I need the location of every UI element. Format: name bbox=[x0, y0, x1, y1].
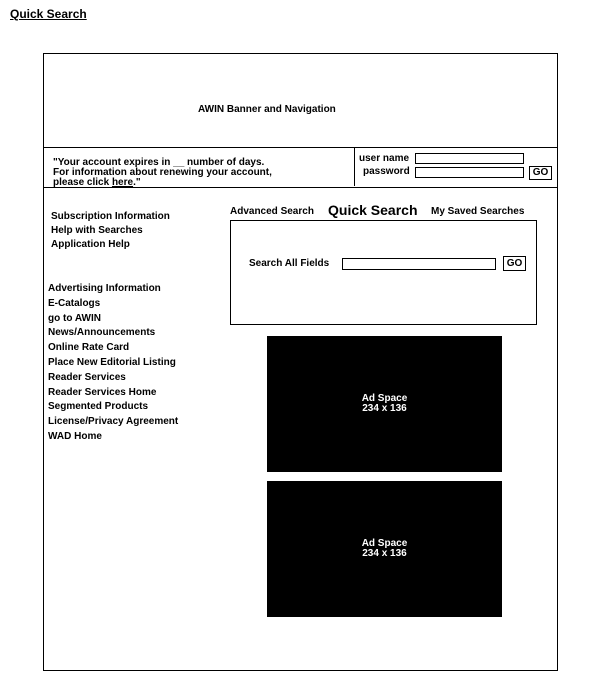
nav-link[interactable]: Place New Editorial Listing bbox=[48, 356, 176, 368]
banner-text: AWIN Banner and Navigation bbox=[198, 104, 336, 115]
page-frame bbox=[43, 53, 558, 671]
search-go-button[interactable]: GO bbox=[503, 256, 526, 271]
nav-link[interactable]: Online Rate Card bbox=[48, 342, 130, 354]
ad-size: 234 x 136 bbox=[362, 548, 407, 559]
ad-space bbox=[267, 336, 502, 472]
nav-link[interactable]: Advertising Information bbox=[48, 283, 161, 294]
username-label: user name bbox=[359, 153, 410, 164]
login-box bbox=[354, 148, 557, 186]
nav-link[interactable]: License/Privacy Agreement bbox=[48, 416, 179, 428]
username-input[interactable] bbox=[415, 153, 524, 164]
password-label: password bbox=[363, 166, 410, 177]
nav-link[interactable]: Segmented Products bbox=[48, 401, 149, 413]
search-panel bbox=[230, 220, 537, 325]
nav-link[interactable]: Reader Services bbox=[48, 371, 126, 383]
account-message-line-1: "Your account expires in __ number of days. bbox=[53, 157, 265, 168]
banner bbox=[44, 54, 557, 148]
tab-quick-search[interactable]: Quick Search bbox=[328, 202, 418, 218]
login-go-button[interactable]: GO bbox=[529, 166, 552, 180]
help-link[interactable]: Application Help bbox=[51, 239, 130, 250]
account-message-line-3: please click here." bbox=[53, 177, 141, 188]
page-title: Quick Search bbox=[10, 7, 87, 21]
nav-link[interactable]: Reader Services Home bbox=[48, 386, 157, 398]
password-input[interactable] bbox=[415, 167, 524, 178]
account-message bbox=[53, 158, 353, 188]
ad-size: 234 x 136 bbox=[362, 403, 407, 414]
nav-links bbox=[48, 282, 178, 445]
help-link[interactable]: Help with Searches bbox=[51, 225, 143, 236]
ad-space bbox=[267, 481, 502, 617]
help-links bbox=[51, 210, 170, 252]
nav-link[interactable]: News/Announcements bbox=[48, 327, 156, 339]
ad-title: Ad Space bbox=[361, 393, 408, 404]
nav-link[interactable]: WAD Home bbox=[48, 430, 102, 442]
nav-link[interactable]: go to AWIN bbox=[48, 312, 101, 324]
ad-title: Ad Space bbox=[361, 538, 408, 549]
tab-my-saved-searches[interactable]: My Saved Searches bbox=[431, 206, 525, 217]
help-link[interactable]: Subscription Information bbox=[51, 211, 170, 222]
search-all-fields-label: Search All Fields bbox=[249, 258, 330, 269]
search-input[interactable] bbox=[342, 258, 496, 270]
account-message-line-2: For information about renewing your account, bbox=[53, 167, 272, 178]
tab-advanced-search[interactable]: Advanced Search bbox=[230, 206, 314, 217]
nav-link[interactable]: E-Catalogs bbox=[48, 297, 101, 309]
account-row bbox=[44, 148, 557, 188]
renew-here-link[interactable]: here bbox=[111, 177, 134, 188]
search-tabs bbox=[230, 202, 550, 220]
